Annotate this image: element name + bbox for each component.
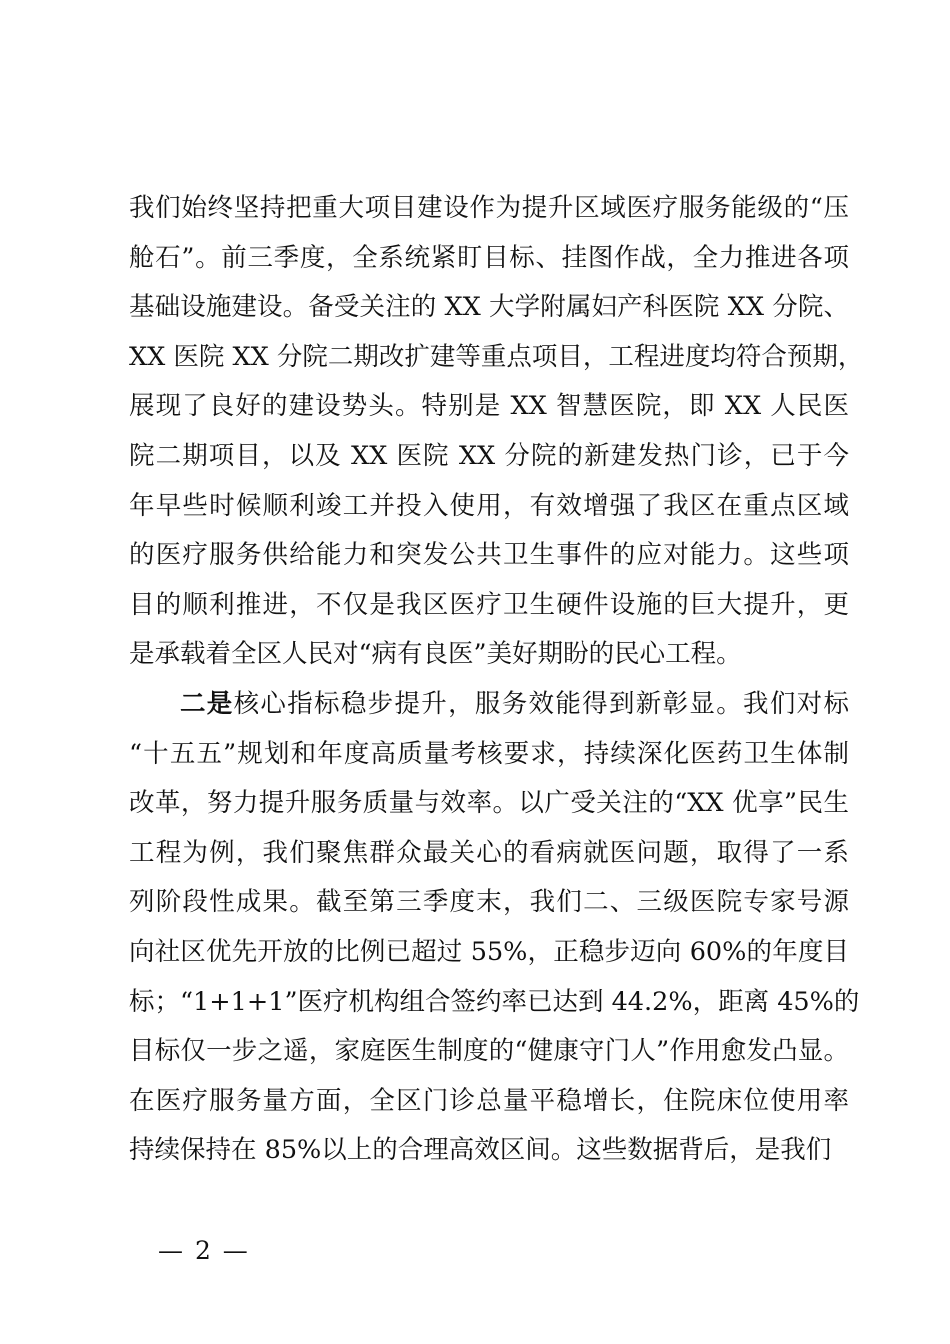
paragraph-2 [129, 680, 860, 1176]
text-line: 展现了良好的建设势头。特别是 XX 智慧医院，即 XX 人民医 [129, 391, 849, 422]
text-line: 目标仅一步之遥，家庭医生制度的“健康守门人”作用愈发凸显。 [129, 1036, 849, 1067]
text-line: “十五五”规划和年度高质量考核要求，持续深化医药卫生体制 [129, 738, 849, 769]
paragraph-lead: 二是 [180, 688, 234, 719]
text-line: 目的顺利推进，不仅是我区医疗卫生硬件设施的巨大提升，更 [129, 589, 849, 620]
text-line: 改革，努力提升服务质量与效率。以广受关注的“XX 优享”民生 [129, 788, 849, 819]
text-line: 舱石”。前三季度，全系统紧盯目标、挂图作战，全力推进各项 [129, 242, 849, 273]
first-line-rest: 核心指标稳步提升，服务效能得到新彰显。我们对标 [233, 688, 849, 719]
text-line: 我们始终坚持把重大项目建设作为提升区域医疗服务能级的“压 [129, 193, 849, 223]
text-line: 是承载着全区人民对“病有良医”美好期盼的民心工程。 [129, 639, 742, 670]
body-text [129, 184, 864, 1176]
text-line: 的医疗服务供给能力和突发公共卫生事件的应对能力。这些项 [129, 540, 849, 571]
text-line: 工程为例，我们聚焦群众最关心的看病就医问题，取得了一系 [129, 837, 849, 868]
text-line: 基础设施建设。备受关注的 XX 大学附属妇产科医院 XX 分院、 [129, 292, 849, 323]
text-line: XX 医院 XX 分院二期改扩建等重点项目，工程进度均符合预期， [129, 341, 864, 372]
text-line-first [129, 680, 849, 730]
text-line: 列阶段性成果。截至第三季度末，我们二、三级医院专家号源 [129, 887, 849, 918]
paragraph-1 [129, 184, 864, 680]
text-line: 在医疗服务量方面，全区门诊总量平稳增长，住院床位使用率 [129, 1085, 849, 1116]
text-line: 持续保持在 85%以上的合理高效区间。这些数据背后，是我们 [129, 1135, 832, 1166]
text-line: 向社区优先开放的比例已超过 55%，正稳步迈向 60%的年度目 [129, 936, 849, 967]
text-line: 标；“1+1+1”医疗机构组合签约率已达到 44.2%，距离 45%的 [129, 986, 860, 1017]
text-line: 院二期项目，以及 XX 医院 XX 分院的新建发热门诊，已于今 [129, 440, 849, 471]
page-number: — 2 — [158, 1236, 250, 1265]
text-line: 年早些时候顺利竣工并投入使用，有效增强了我区在重点区域 [129, 490, 849, 521]
